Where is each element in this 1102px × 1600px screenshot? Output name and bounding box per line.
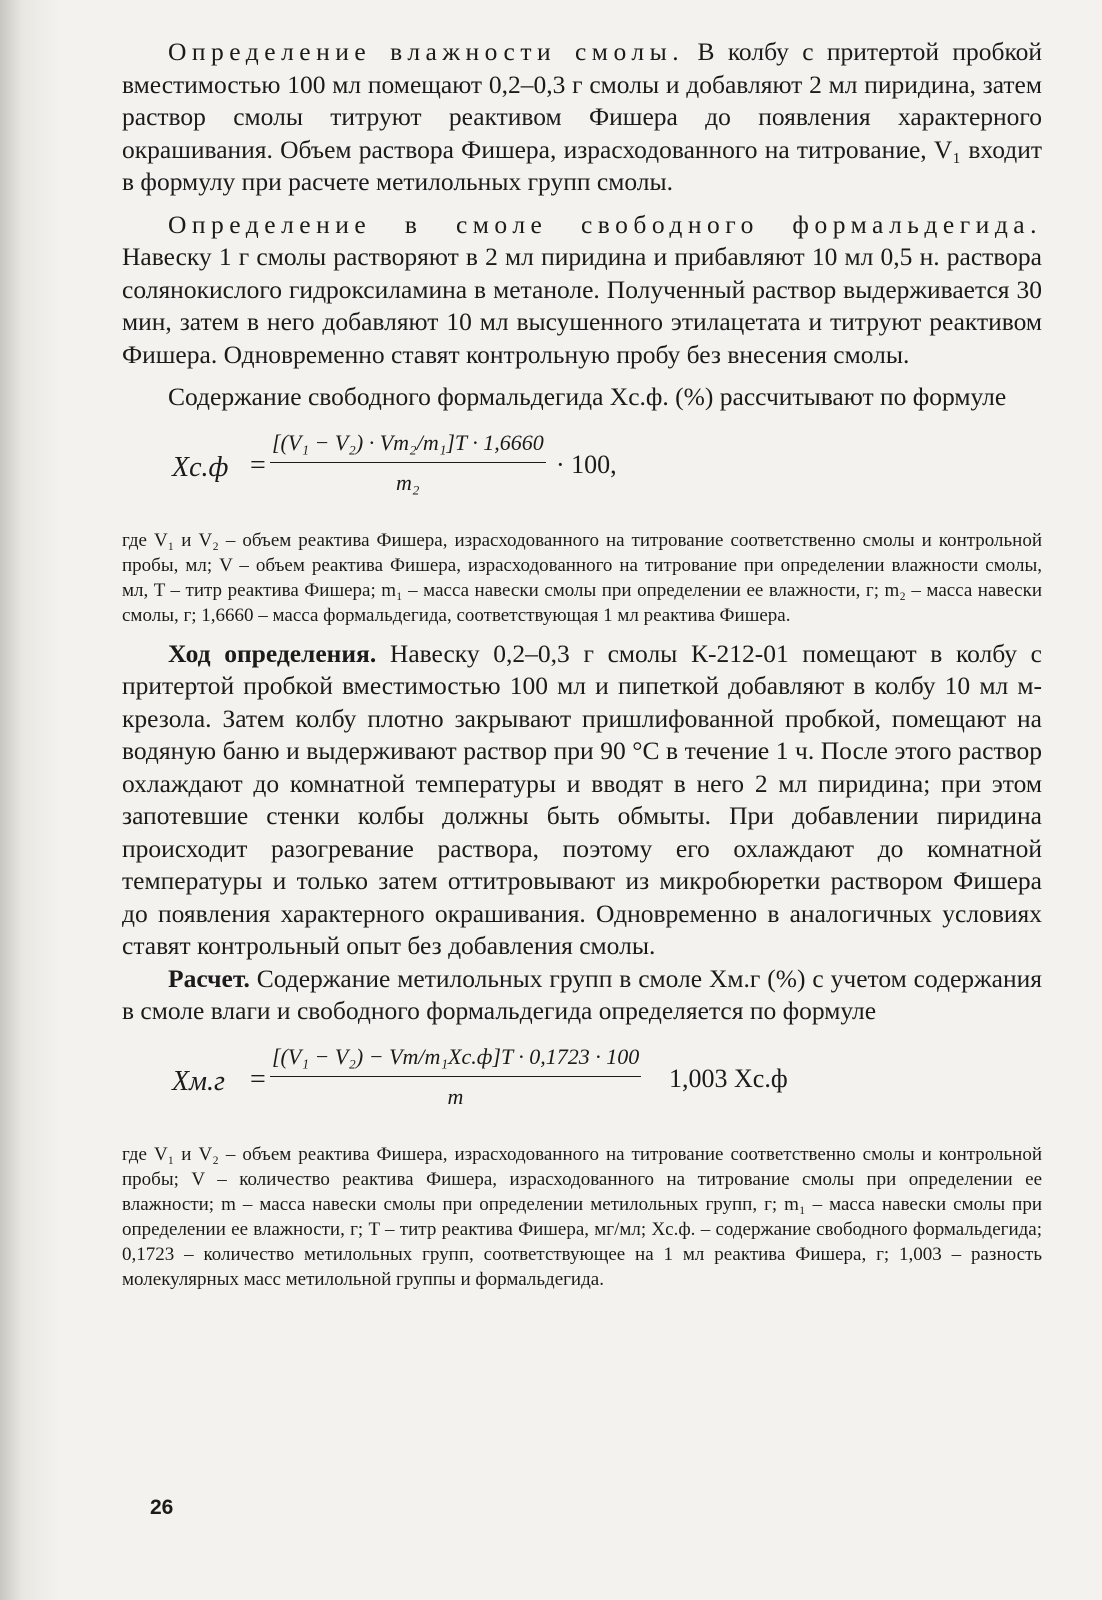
heading-procedure: Ход определения. — [168, 638, 377, 668]
formula2-lhs: Xм.г — [172, 1065, 225, 1097]
formula1-lhs: Xс.ф — [172, 451, 229, 483]
note-formula2: где V₁ и V₂ – объем реактива Фишера, израсходованного на титрование соответственно смолы и контрольной пробы; V – количество реактива Фишера, израсходованного на титрование смолы при определении ее влажности; m – масса навески смолы при определении метилольных групп, г; m₁ – масса навески смолы при определении ее влажности, г; T – титр реактива Фишера, мг/мл; Xс.ф. – содержание свободного формальдегида; 0,1723 – количество метилольных групп, соответствующее на 1 мл реактива Фишера, г; 1,003 – разность молекулярных масс метилольной группы и формальдегида. — [122, 1143, 1042, 1290]
text-moisture: В колбу с притертой пробкой вместимостью 100 мл помещают 0,2–0,3 г смолы и добавляют 2 мл пиридина, затем раствор смолы титруют реактивом Фишера до появления характерного окрашивания. Объем раствора Фишера, израсходованного на титрование, V₁ входит в формулу при расчете метилольных групп смолы. — [122, 37, 1042, 196]
paragraph-moisture — [122, 36, 1042, 199]
formula1-numerator: [(V₁ − V₂) · Vm₂/m₁]T · 1,6660 — [272, 429, 544, 455]
formula2-equals: = — [250, 1063, 266, 1095]
formula1-tail: · 100, — [556, 449, 617, 479]
formula2-denominator: m — [447, 1083, 464, 1109]
formula2-numerator: [(V₁ − V₂) − Vm/m₁Xс.ф]T · 0,1723 · 100 — [272, 1043, 640, 1069]
text-column — [122, 36, 1042, 1292]
paragraph-procedure — [122, 638, 1042, 963]
heading-moisture: Определение влажности смолы. — [168, 37, 685, 66]
formula-free-formaldehyde — [122, 422, 1042, 514]
text-calculation: Содержание метилольных групп в смоле Xм.г (%) с учетом содержания в смоле влаги и свободного формальдегида определяется по формуле — [122, 963, 1042, 1025]
formula1-denominator: m₂ — [396, 469, 420, 495]
formula-methylol-groups — [122, 1036, 1042, 1128]
paragraph-free-formaldehyde — [122, 209, 1042, 372]
formula1-equals: = — [250, 449, 266, 481]
formula2-tail: 1,003 Xс.ф — [669, 1063, 788, 1093]
page-number: 26 — [150, 1496, 174, 1519]
heading-free-formaldehyde: Определение в смоле свободного формальдегида. — [168, 209, 1042, 239]
formula1-fraction-bar — [270, 462, 546, 464]
heading-calculation: Расчет. — [168, 963, 250, 993]
paragraph-calculation — [122, 963, 1042, 1028]
text-free-formaldehyde: Навеску 1 г смолы растворяют в 2 мл пиридина и прибавляют 10 мл 0,5 н. раствора солянокислого гидроксиламина в метаноле. Полученный раствор выдерживается 30 мин, затем в него добавляют 10 мл высушенного этилацетата и титруют реактивом Фишера. Одновременно ставят контрольную пробу без внесения смолы. — [122, 242, 1042, 369]
formula2-fraction-bar — [270, 1076, 641, 1078]
paragraph-formula1-intro: Содержание свободного формальдегида Xс.ф. (%) рассчитывают по формуле — [168, 382, 1007, 411]
note-formula1: где V₁ и V₂ – объем реактива Фишера, израсходованного на титрование соответственно смолы и контрольной пробы, мл; V – объем реактива Фишера, израсходованного на титрование при определении влажности смолы, мл, T – титр реактива Фишера; m₁ – масса навески смолы при определении ее влажности, г; m₂ – масса навески смолы, г; 1,6660 – масса формальдегида, соответствующая 1 мл реактива Фишера. — [122, 529, 1042, 626]
text-procedure: Навеску 0,2–0,3 г смолы К-212-01 помещают в колбу с притертой пробкой вместимостью 100 мл и пипеткой добавляют в колбу 10 мл м-крезола. Затем колбу плотно закрывают пришлифованной пробкой, помещают на водяную баню и выдерживают раствор при 90 °С в течение 1 ч. После этого раствор охлаждают до комнатной температуры и вводят в него 2 мл пиридина; при этом запотевшие стенки колбы должны быть обмыты. При добавлении пиридина происходит разогревание раствора, поэтому его охлаждают до комнатной температуры и только затем оттитровывают из микробюретки раствором Фишера до появления характерного окрашивания. Одновременно в аналогичных условиях ставят контрольный опыт без добавления смолы. — [122, 638, 1042, 960]
